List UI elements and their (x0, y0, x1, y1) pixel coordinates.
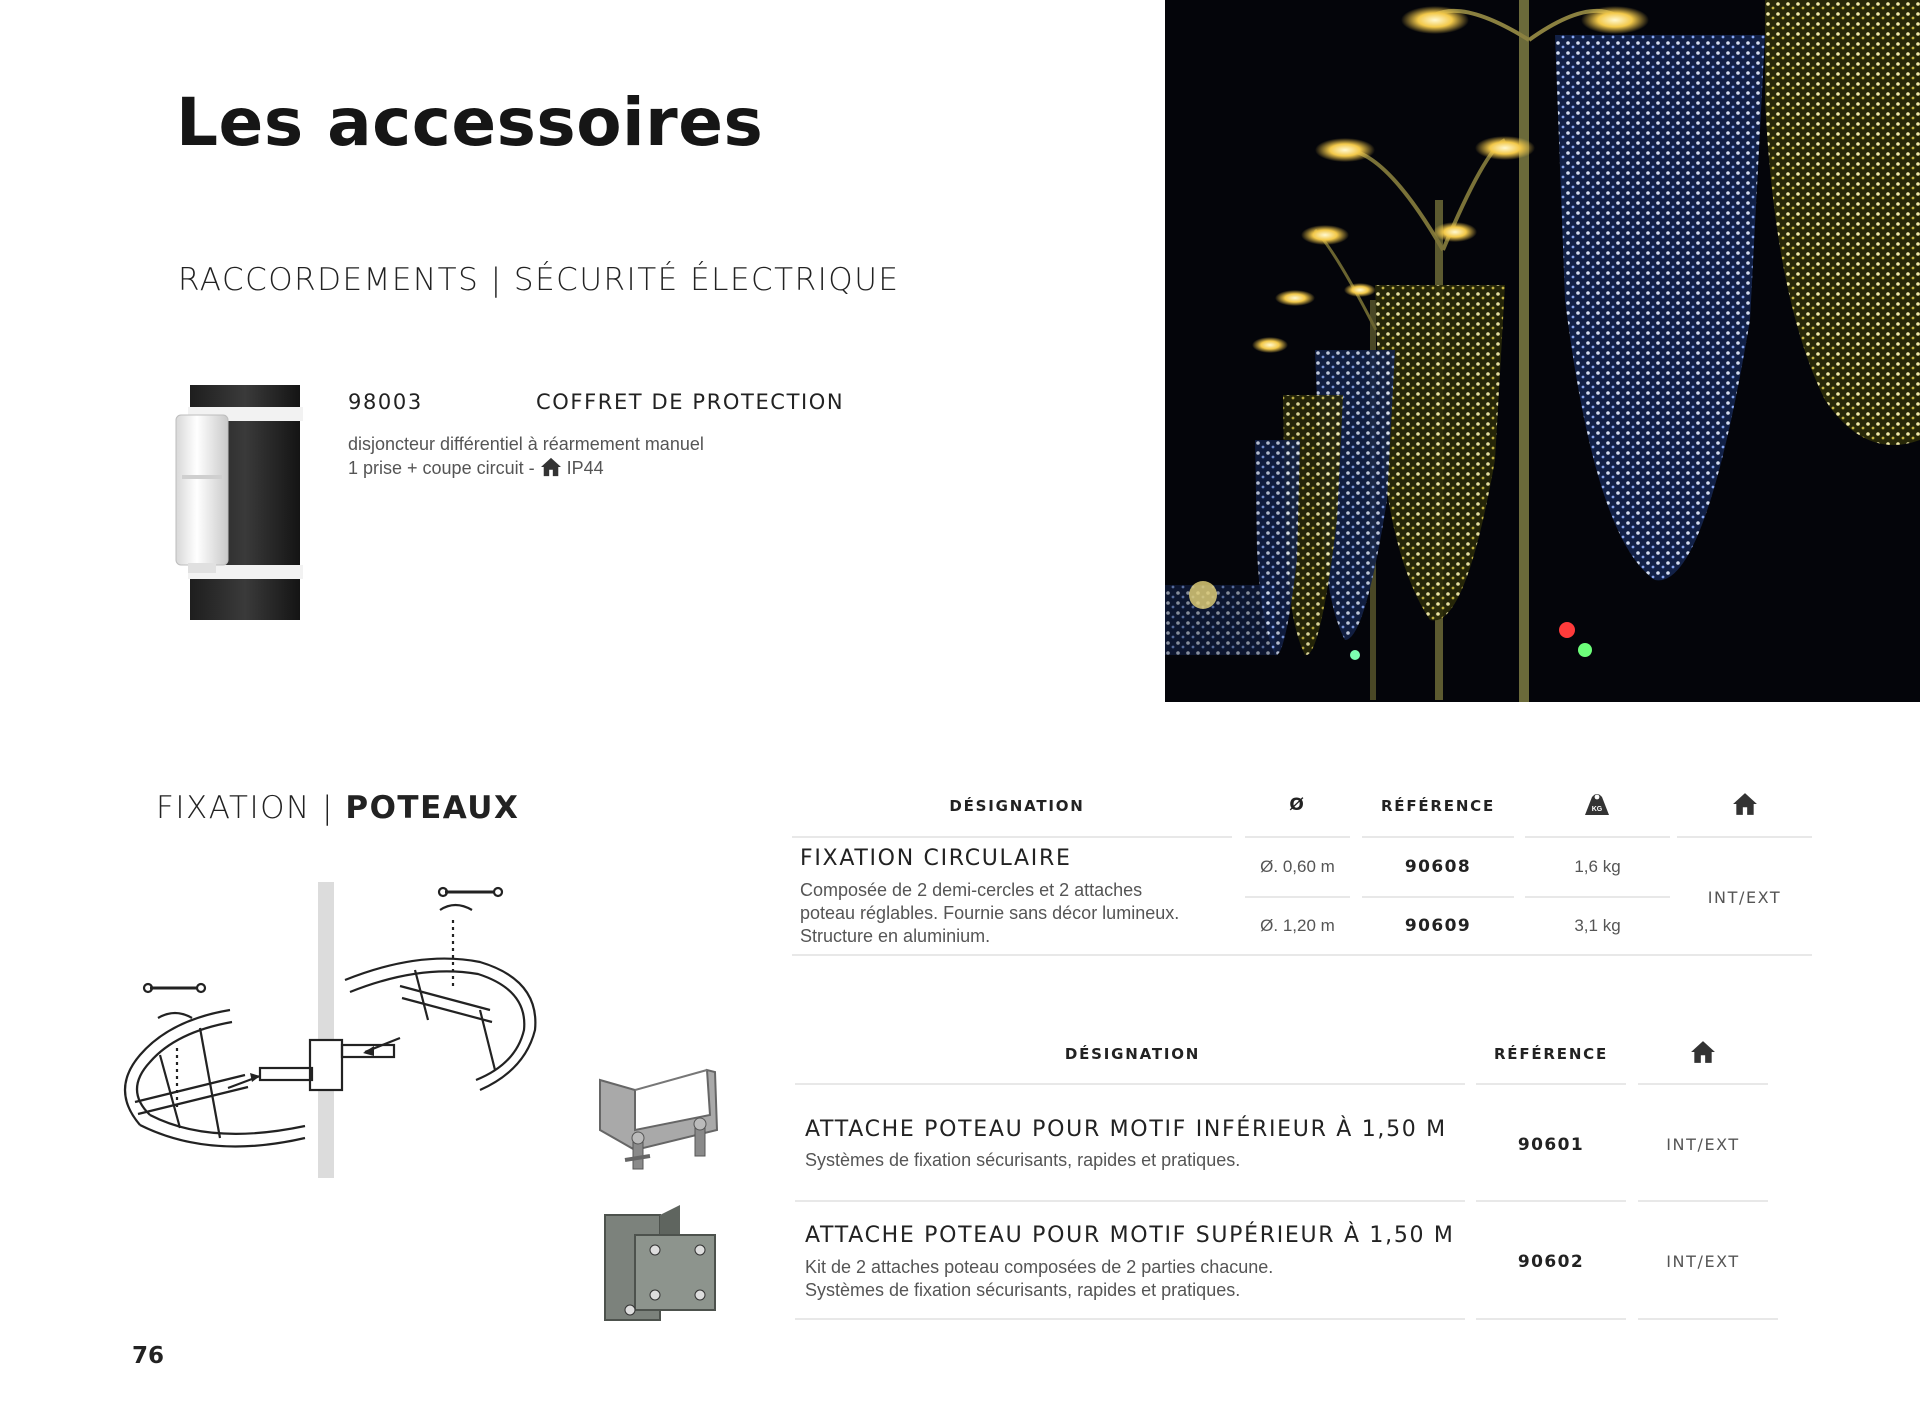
attache-superieur-reference: 90602 (1517, 1252, 1585, 1272)
fixation-circulaire-title: FIXATION CIRCULAIRE (800, 846, 1072, 871)
pole-clamp-lower-image (595, 1060, 735, 1180)
table1-usage: INT/EXT (1707, 888, 1782, 907)
section-heading-raccordements: RACCORDEMENTS | SÉCURITÉ ÉLECTRIQUE (178, 262, 900, 298)
divider (1525, 896, 1670, 898)
street-lighting-photo (1165, 0, 1920, 702)
table1-header-reference: RÉFÉRENCE (1380, 797, 1496, 815)
product-ip-rating: IP44 (566, 458, 604, 478)
product-reference: 98003 (348, 390, 423, 414)
product-name: COFFRET DE PROTECTION (536, 390, 845, 414)
attache-inferieur-description: Systèmes de fixation sécurisants, rapides et pratiques. (805, 1150, 1241, 1170)
divider (1245, 896, 1350, 898)
row1-diameter: Ø. 0,60 m (1260, 857, 1335, 876)
divider (792, 954, 1812, 956)
divider (1362, 836, 1514, 838)
row2-weight: 3,1 kg (1574, 916, 1621, 935)
divider (1476, 1083, 1626, 1085)
table1-header-designation: DÉSIGNATION (949, 797, 1085, 815)
page-title: Les accessoires (176, 84, 764, 161)
attache-superieur-description: Kit de 2 attaches poteau composées de 2 parties chacune. Systèmes de fixation sécurisants, rapides et pratiques. (805, 1257, 1274, 1300)
kg-weight-icon (1583, 792, 1611, 816)
attache-inferieur-title: ATTACHE POTEAU POUR MOTIF INFÉRIEUR À 1,50 M (805, 1117, 1447, 1142)
section-heading-fixation-light: FIXATION | (156, 790, 346, 826)
table2-header-reference: RÉFÉRENCE (1493, 1045, 1609, 1063)
row2-reference: 90609 (1404, 916, 1472, 936)
fixation-circulaire-description: Composée de 2 demi-cercles et 2 attaches poteau réglables. Fournie sans décor lumineux. Structure en aluminium. (800, 880, 1180, 946)
divider (795, 1083, 1465, 1085)
row2-diameter: Ø. 1,20 m (1260, 916, 1335, 935)
section-heading-fixation-bold: POTEAUX (345, 790, 520, 826)
home-icon (1690, 1040, 1716, 1064)
divider (1677, 836, 1812, 838)
circular-fixation-diagram (110, 870, 550, 1190)
row1-reference: 90608 (1404, 857, 1472, 877)
section-heading-fixation (156, 790, 519, 826)
product-desc-line2-prefix: 1 prise + coupe circuit - (348, 458, 535, 478)
kg-weight-icon-label: KG (1591, 806, 1603, 813)
divider (795, 1318, 1465, 1320)
divider (795, 1200, 1465, 1202)
pole-clamp-upper-image (600, 1200, 730, 1335)
attache-superieur-title: ATTACHE POTEAU POUR MOTIF SUPÉRIEUR À 1,50 M (805, 1223, 1455, 1248)
divider (1245, 836, 1350, 838)
page-number: 76 (132, 1343, 165, 1369)
divider (1638, 1083, 1768, 1085)
protection-box-image (168, 385, 308, 620)
table1-header-diameter: Ø (1289, 795, 1306, 815)
divider (1525, 836, 1670, 838)
divider (1476, 1318, 1626, 1320)
row1-weight: 1,6 kg (1574, 857, 1621, 876)
attache-superieur-usage: INT/EXT (1666, 1252, 1740, 1271)
divider (1362, 896, 1514, 898)
home-icon (1732, 792, 1758, 816)
table2-header-designation: DÉSIGNATION (1064, 1045, 1201, 1063)
divider (1638, 1200, 1768, 1202)
divider (792, 836, 1232, 838)
divider (1476, 1200, 1626, 1202)
attache-inferieur-usage: INT/EXT (1666, 1135, 1740, 1154)
product-description (348, 432, 704, 480)
attache-inferieur-reference: 90601 (1517, 1135, 1585, 1155)
product-desc-line1: disjoncteur différentiel à réarmement manuel (348, 434, 704, 454)
home-icon (540, 457, 562, 477)
divider (1638, 1318, 1778, 1320)
